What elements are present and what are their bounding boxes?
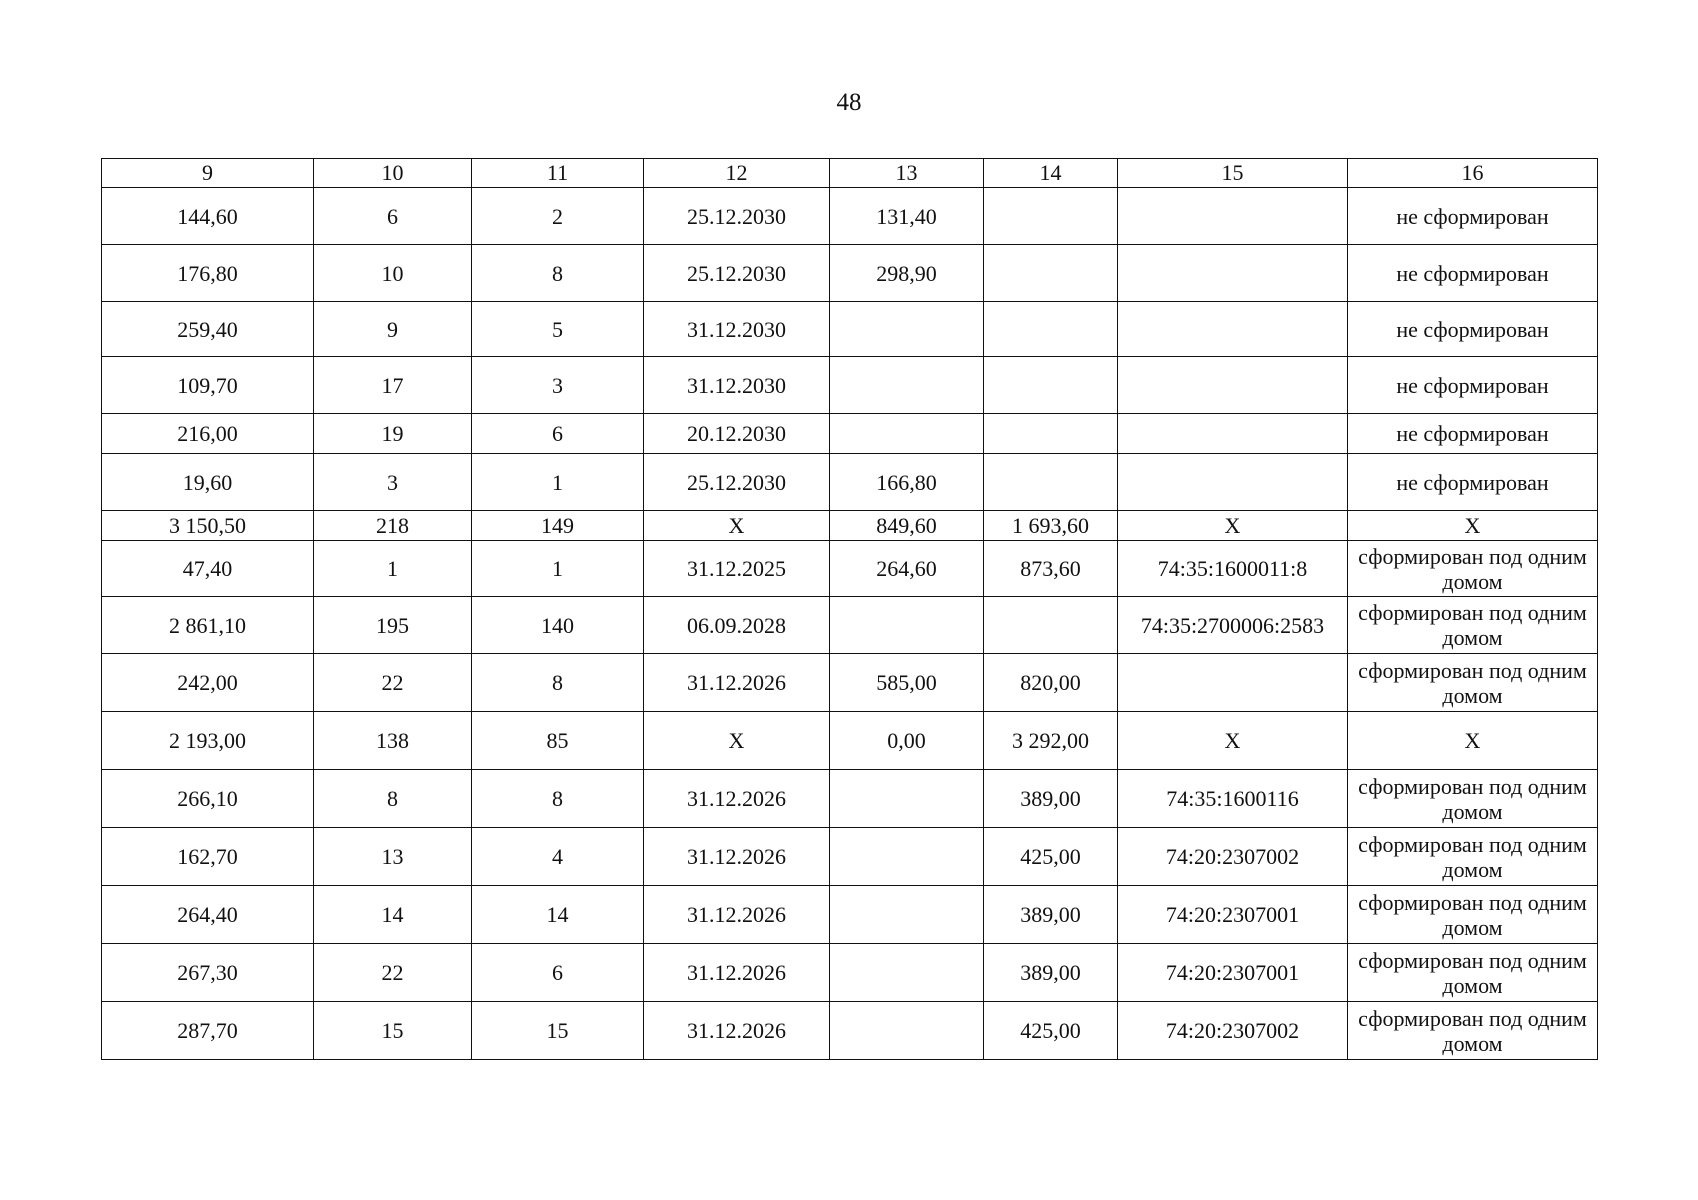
table-row	[102, 597, 1598, 654]
table-cell	[984, 357, 1118, 414]
table-cell: 15	[472, 1002, 644, 1060]
table-row	[102, 302, 1598, 357]
table-cell: 140	[472, 597, 644, 654]
table-cell: 31.12.2026	[644, 944, 830, 1002]
table-row	[102, 414, 1598, 454]
table-cell: X	[644, 511, 830, 541]
table-cell: 8	[314, 770, 472, 828]
table-cell: 2 193,00	[102, 712, 314, 770]
table-cell: 14	[472, 886, 644, 944]
table-cell: 74:20:2307001	[1118, 944, 1348, 1002]
table-cell: сформирован под одним домом	[1348, 828, 1598, 886]
table-cell: 264,60	[830, 541, 984, 597]
table-row	[102, 828, 1598, 886]
table-cell: 3	[472, 357, 644, 414]
table-row	[102, 511, 1598, 541]
table-cell: 74:35:1600011:8	[1118, 541, 1348, 597]
table-cell	[830, 302, 984, 357]
table-cell: 267,30	[102, 944, 314, 1002]
table-cell: 3	[314, 454, 472, 511]
table-cell: 13	[314, 828, 472, 886]
table-cell: 4	[472, 828, 644, 886]
table-row	[102, 541, 1598, 597]
table-cell: 6	[472, 414, 644, 454]
table-cell: сформирован под одним домом	[1348, 944, 1598, 1002]
table-cell: 0,00	[830, 712, 984, 770]
table-cell: 5	[472, 302, 644, 357]
table-cell: 74:20:2307001	[1118, 886, 1348, 944]
table-cell: 425,00	[984, 828, 1118, 886]
table-cell: 22	[314, 944, 472, 1002]
table-cell: 3 292,00	[984, 712, 1118, 770]
table-row	[102, 454, 1598, 511]
table-cell	[984, 414, 1118, 454]
table-cell: сформирован под одним домом	[1348, 654, 1598, 712]
table-cell	[984, 188, 1118, 245]
table-cell	[830, 944, 984, 1002]
table-cell: 19	[314, 414, 472, 454]
table-cell	[1118, 654, 1348, 712]
column-header: 15	[1118, 159, 1348, 188]
data-table	[101, 158, 1598, 1060]
table-cell: 74:20:2307002	[1118, 1002, 1348, 1060]
table-cell: 1	[472, 454, 644, 511]
table-cell: 20.12.2030	[644, 414, 830, 454]
table-cell: 195	[314, 597, 472, 654]
table-cell: 47,40	[102, 541, 314, 597]
table-cell: 162,70	[102, 828, 314, 886]
table-cell	[830, 1002, 984, 1060]
table-cell: 6	[472, 944, 644, 1002]
table-cell: 6	[314, 188, 472, 245]
column-header: 16	[1348, 159, 1598, 188]
table-cell	[1118, 245, 1348, 302]
table-cell: 131,40	[830, 188, 984, 245]
table-cell	[984, 454, 1118, 511]
column-header: 9	[102, 159, 314, 188]
column-header: 11	[472, 159, 644, 188]
table-cell: сформирован под одним домом	[1348, 770, 1598, 828]
table-cell: не сформирован	[1348, 302, 1598, 357]
table-cell: 298,90	[830, 245, 984, 302]
table-cell: 873,60	[984, 541, 1118, 597]
table-cell: 17	[314, 357, 472, 414]
table-cell: 31.12.2026	[644, 886, 830, 944]
column-header: 14	[984, 159, 1118, 188]
table-cell: сформирован под одним домом	[1348, 597, 1598, 654]
table-cell: не сформирован	[1348, 188, 1598, 245]
table-cell: 31.12.2030	[644, 357, 830, 414]
table-body	[102, 188, 1598, 1060]
table-cell: 06.09.2028	[644, 597, 830, 654]
table-cell: сформирован под одним домом	[1348, 886, 1598, 944]
table-cell: 1	[472, 541, 644, 597]
table-cell	[830, 597, 984, 654]
table-cell: 166,80	[830, 454, 984, 511]
column-header: 13	[830, 159, 984, 188]
table-cell: 109,70	[102, 357, 314, 414]
table-cell: 8	[472, 245, 644, 302]
table-cell: 74:20:2307002	[1118, 828, 1348, 886]
table-cell: 31.12.2026	[644, 828, 830, 886]
table-cell: 1	[314, 541, 472, 597]
table-cell: 389,00	[984, 944, 1118, 1002]
table-cell: 8	[472, 770, 644, 828]
table-header	[102, 159, 1598, 188]
table-cell: 144,60	[102, 188, 314, 245]
table-cell: сформирован под одним домом	[1348, 541, 1598, 597]
table-cell: 389,00	[984, 770, 1118, 828]
table-cell: не сформирован	[1348, 454, 1598, 511]
table-cell	[984, 245, 1118, 302]
table-cell: 74:35:2700006:2583	[1118, 597, 1348, 654]
table-cell: 218	[314, 511, 472, 541]
table-cell: не сформирован	[1348, 414, 1598, 454]
table-row	[102, 770, 1598, 828]
table-cell: 176,80	[102, 245, 314, 302]
table-cell: 264,40	[102, 886, 314, 944]
table-cell: 25.12.2030	[644, 454, 830, 511]
table-cell: 15	[314, 1002, 472, 1060]
table-cell: 31.12.2026	[644, 770, 830, 828]
table-row	[102, 712, 1598, 770]
table-cell	[984, 597, 1118, 654]
table-cell: 2	[472, 188, 644, 245]
table-cell: X	[1118, 712, 1348, 770]
table-cell: 10	[314, 245, 472, 302]
table-cell: 242,00	[102, 654, 314, 712]
table-cell: 259,40	[102, 302, 314, 357]
table-row	[102, 654, 1598, 712]
table-cell: 138	[314, 712, 472, 770]
table-cell	[830, 828, 984, 886]
table-cell: 1 693,60	[984, 511, 1118, 541]
table-row	[102, 944, 1598, 1002]
table-cell: 3 150,50	[102, 511, 314, 541]
table-cell	[830, 770, 984, 828]
table-cell: 820,00	[984, 654, 1118, 712]
table-cell: 31.12.2026	[644, 1002, 830, 1060]
table-cell	[1118, 454, 1348, 511]
table-cell: 216,00	[102, 414, 314, 454]
table-cell: 31.12.2025	[644, 541, 830, 597]
header-row	[102, 159, 1598, 188]
table-cell	[830, 357, 984, 414]
table-cell: 8	[472, 654, 644, 712]
table-cell	[1118, 302, 1348, 357]
table-cell: X	[644, 712, 830, 770]
table-cell: 85	[472, 712, 644, 770]
table-cell: X	[1348, 712, 1598, 770]
table-cell: 389,00	[984, 886, 1118, 944]
table-row	[102, 1002, 1598, 1060]
table-cell: 74:35:1600116	[1118, 770, 1348, 828]
table-cell	[1118, 188, 1348, 245]
table-cell: 849,60	[830, 511, 984, 541]
table-cell: X	[1348, 511, 1598, 541]
table-cell	[1118, 357, 1348, 414]
table-cell: 31.12.2026	[644, 654, 830, 712]
table-cell: 2 861,10	[102, 597, 314, 654]
table-cell: 585,00	[830, 654, 984, 712]
column-header: 10	[314, 159, 472, 188]
table-cell: 25.12.2030	[644, 188, 830, 245]
table-cell: сформирован под одним домом	[1348, 1002, 1598, 1060]
table-row	[102, 357, 1598, 414]
table-cell: не сформирован	[1348, 245, 1598, 302]
table-cell: 149	[472, 511, 644, 541]
table-cell	[830, 414, 984, 454]
table-cell	[984, 302, 1118, 357]
table-row	[102, 245, 1598, 302]
table-cell: 31.12.2030	[644, 302, 830, 357]
table-cell: 266,10	[102, 770, 314, 828]
table-cell: 9	[314, 302, 472, 357]
column-header: 12	[644, 159, 830, 188]
table-cell: 22	[314, 654, 472, 712]
page-number: 48	[836, 89, 862, 116]
table-cell	[830, 886, 984, 944]
table-row	[102, 886, 1598, 944]
table-cell: 25.12.2030	[644, 245, 830, 302]
table-cell: 287,70	[102, 1002, 314, 1060]
table-cell: 14	[314, 886, 472, 944]
table-cell	[1118, 414, 1348, 454]
table-row	[102, 188, 1598, 245]
table-cell: X	[1118, 511, 1348, 541]
table-cell: не сформирован	[1348, 357, 1598, 414]
table-cell: 19,60	[102, 454, 314, 511]
table-cell: 425,00	[984, 1002, 1118, 1060]
